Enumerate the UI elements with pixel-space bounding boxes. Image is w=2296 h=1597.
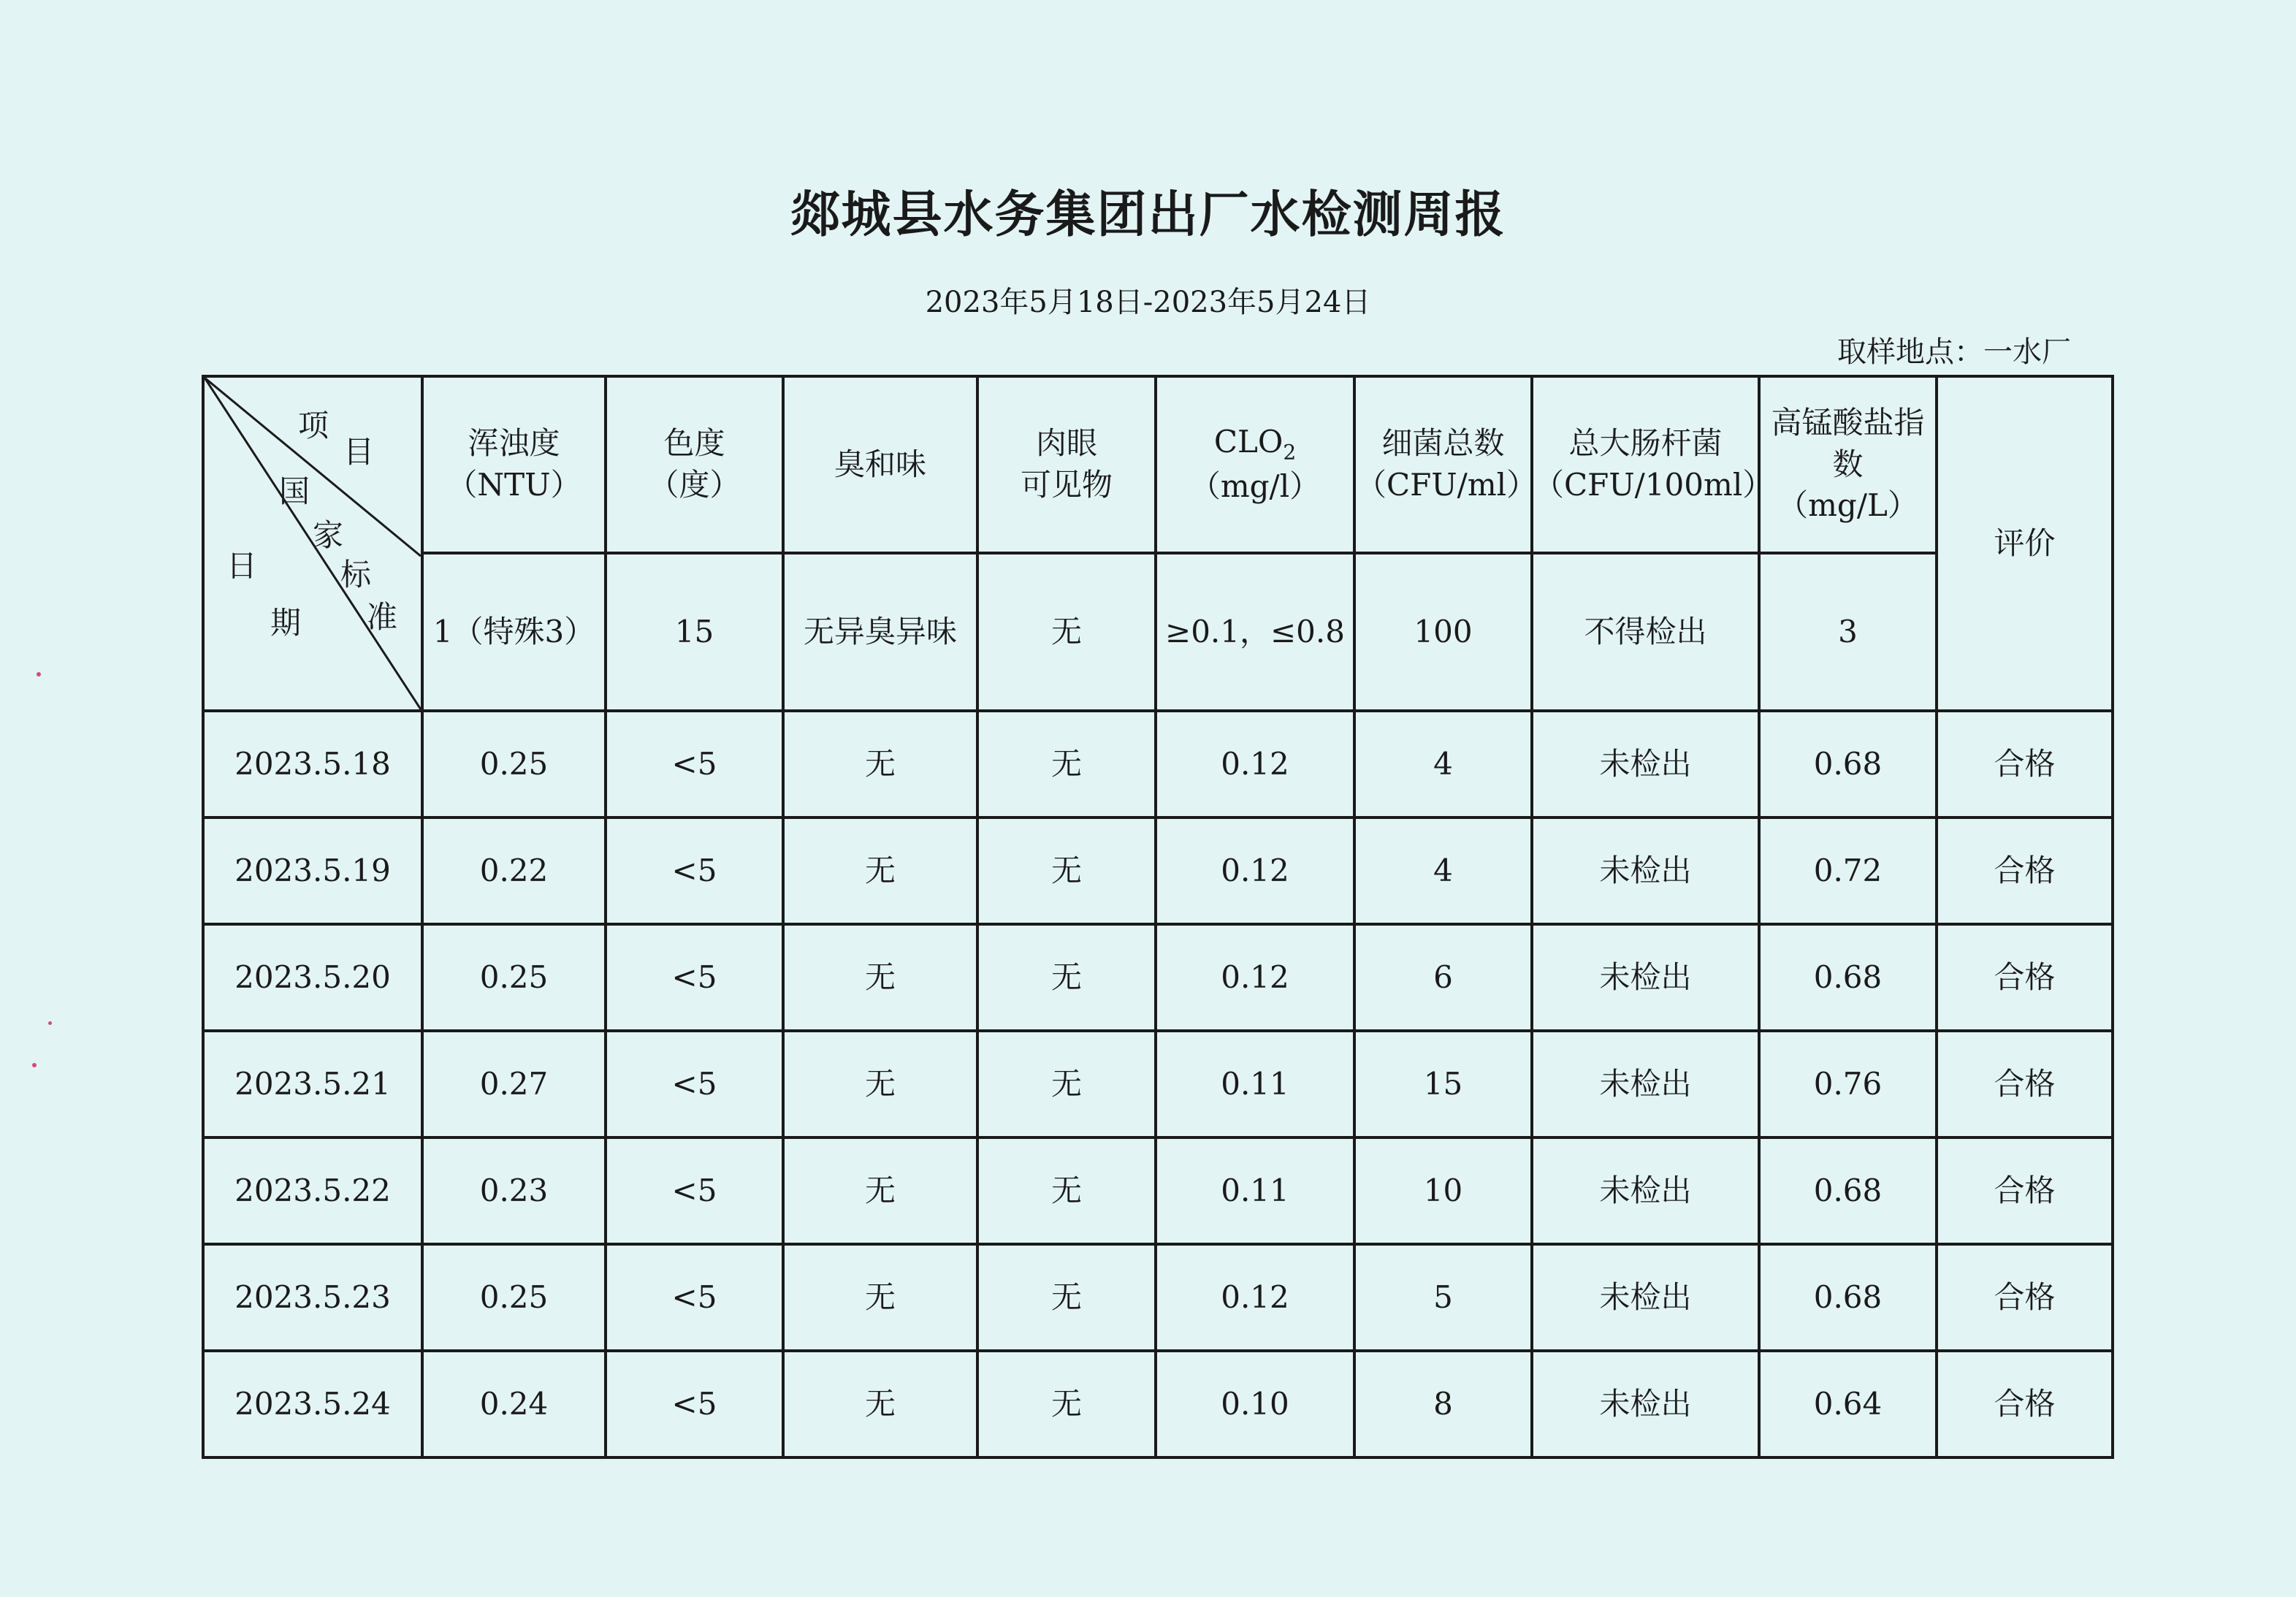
std-visible-matter: 无	[977, 553, 1156, 711]
header-clo2: $CLO_2$ （mg/l）	[1156, 376, 1354, 553]
cell-turbidity: 0.22	[422, 817, 606, 924]
cell-color: <5	[606, 1031, 783, 1137]
cell-bacteria: 10	[1354, 1137, 1532, 1244]
cell-coliform: 未检出	[1532, 711, 1759, 817]
header-color: 色度 （度）	[606, 376, 783, 553]
corner-cell	[203, 376, 422, 711]
header-bacteria: 细菌总数 （CFU/ml）	[1354, 376, 1532, 553]
cell-turbidity: 0.24	[422, 1351, 606, 1457]
cell-visible: 无	[977, 817, 1156, 924]
cell-visible: 无	[977, 1031, 1156, 1137]
header-turbidity: 浑浊度 （NTU）	[422, 376, 606, 553]
cell-date: 2023.5.23	[203, 1244, 422, 1351]
water-quality-table	[202, 375, 2114, 1459]
std-permanganate: 3	[1759, 553, 1937, 711]
cell-eval: 合格	[1937, 924, 2113, 1031]
cell-turbidity: 0.25	[422, 711, 606, 817]
std-coliform: 不得检出	[1532, 553, 1759, 711]
cell-color: <5	[606, 1351, 783, 1457]
cell-turbidity: 0.23	[422, 1137, 606, 1244]
cell-color: <5	[606, 711, 783, 817]
cell-odor: 无	[783, 1244, 977, 1351]
cell-bacteria: 4	[1354, 817, 1532, 924]
cell-turbidity: 0.27	[422, 1031, 606, 1137]
cell-visible: 无	[977, 924, 1156, 1031]
cell-cod: 0.72	[1759, 817, 1937, 924]
corner-standard-char-2: 家	[313, 517, 344, 553]
report-period: 2023年5月18日-2023年5月24日	[925, 286, 1371, 319]
cell-date: 2023.5.19	[203, 817, 422, 924]
cell-visible: 无	[977, 1244, 1156, 1351]
table-row	[203, 1137, 2113, 1244]
cell-odor: 无	[783, 817, 977, 924]
cell-clo2: 0.12	[1156, 924, 1354, 1031]
cell-cod: 0.68	[1759, 711, 1937, 817]
cell-eval: 合格	[1937, 711, 2113, 817]
cell-coliform: 未检出	[1532, 1351, 1759, 1457]
cell-color: <5	[606, 1244, 783, 1351]
cell-bacteria: 15	[1354, 1031, 1532, 1137]
cell-eval: 合格	[1937, 817, 2113, 924]
table-row	[203, 711, 2113, 817]
cell-clo2: 0.11	[1156, 1031, 1354, 1137]
standard-row	[203, 553, 2113, 711]
cell-date: 2023.5.18	[203, 711, 422, 817]
table-row	[203, 817, 2113, 924]
std-bacteria: 100	[1354, 553, 1532, 711]
sampling-location: 取样地点：一水厂	[1837, 335, 2071, 369]
report-title: 郯城县水务集团出厂水检测周报	[790, 186, 1506, 244]
cell-coliform: 未检出	[1532, 924, 1759, 1031]
ink-speck	[48, 1021, 52, 1025]
cell-turbidity: 0.25	[422, 1244, 606, 1351]
cell-coliform: 未检出	[1532, 1137, 1759, 1244]
cell-color: <5	[606, 924, 783, 1031]
corner-standard-char-1: 国	[279, 473, 310, 509]
corner-date-char-2: 期	[270, 605, 302, 641]
cell-bacteria: 8	[1354, 1351, 1532, 1457]
cell-eval: 合格	[1937, 1351, 2113, 1457]
cell-visible: 无	[977, 1137, 1156, 1244]
ink-speck	[32, 1063, 37, 1067]
cell-date: 2023.5.22	[203, 1137, 422, 1244]
cell-bacteria: 4	[1354, 711, 1532, 817]
cell-date: 2023.5.20	[203, 924, 422, 1031]
cell-cod: 0.68	[1759, 1137, 1937, 1244]
cell-color: <5	[606, 1137, 783, 1244]
cell-clo2: 0.11	[1156, 1137, 1354, 1244]
table-row	[203, 924, 2113, 1031]
cell-eval: 合格	[1937, 1244, 2113, 1351]
cell-odor: 无	[783, 1137, 977, 1244]
cell-date: 2023.5.24	[203, 1351, 422, 1457]
corner-date-char-1: 日	[226, 548, 258, 584]
cell-clo2: 0.12	[1156, 1244, 1354, 1351]
cell-cod: 0.76	[1759, 1031, 1937, 1137]
cell-clo2: 0.12	[1156, 711, 1354, 817]
cell-clo2: 0.12	[1156, 817, 1354, 924]
corner-standard-char-4: 准	[367, 599, 398, 635]
table-row	[203, 1244, 2113, 1351]
header-row	[203, 376, 2113, 553]
header-coliform: 总大肠杆菌 （CFU/100ml）	[1532, 376, 1759, 553]
header-odor: 臭和味	[783, 376, 977, 553]
cell-bacteria: 6	[1354, 924, 1532, 1031]
std-odor: 无异臭异味	[783, 553, 977, 711]
cell-date: 2023.5.21	[203, 1031, 422, 1137]
cell-coliform: 未检出	[1532, 1031, 1759, 1137]
table-row	[203, 1031, 2113, 1137]
std-clo2: ≥0.1，≤0.8	[1156, 553, 1354, 711]
header-evaluation: 评价	[1937, 376, 2113, 711]
cell-cod: 0.68	[1759, 1244, 1937, 1351]
corner-standard-char-3: 标	[340, 557, 372, 592]
cell-odor: 无	[783, 1031, 977, 1137]
header-visible-matter: 肉眼 可见物	[977, 376, 1156, 553]
cell-visible: 无	[977, 1351, 1156, 1457]
cell-bacteria: 5	[1354, 1244, 1532, 1351]
cell-eval: 合格	[1937, 1031, 2113, 1137]
cell-odor: 无	[783, 1351, 977, 1457]
cell-clo2: 0.10	[1156, 1351, 1354, 1457]
cell-cod: 0.68	[1759, 924, 1937, 1031]
cell-color: <5	[606, 817, 783, 924]
cell-coliform: 未检出	[1532, 817, 1759, 924]
ink-speck	[37, 672, 41, 676]
corner-item-char-1: 项	[298, 408, 329, 443]
cell-cod: 0.64	[1759, 1351, 1937, 1457]
corner-item-char-2: 目	[343, 434, 375, 470]
cell-turbidity: 0.25	[422, 924, 606, 1031]
cell-eval: 合格	[1937, 1137, 2113, 1244]
cell-odor: 无	[783, 711, 977, 817]
cell-odor: 无	[783, 924, 977, 1031]
cell-coliform: 未检出	[1532, 1244, 1759, 1351]
header-permanganate: 高锰酸盐指 数 （mg/L）	[1759, 376, 1937, 553]
std-turbidity: 1（特殊3）	[422, 553, 606, 711]
cell-visible: 无	[977, 711, 1156, 817]
std-color: 15	[606, 553, 783, 711]
table-row	[203, 1351, 2113, 1457]
